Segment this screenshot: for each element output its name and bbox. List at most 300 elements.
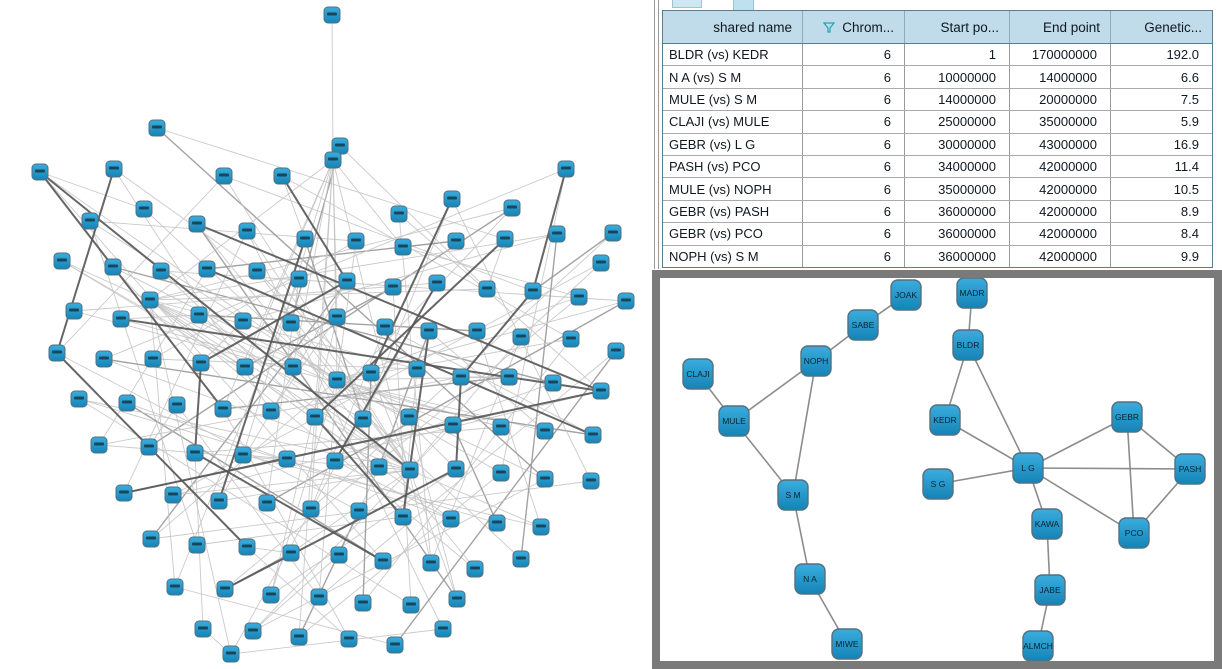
column-header-chromosome[interactable] xyxy=(803,11,905,43)
cell-shared-name: MULE (vs) S M xyxy=(663,89,803,110)
network-edge xyxy=(332,15,333,160)
node-label: KEDR xyxy=(933,415,957,425)
network-node[interactable] xyxy=(593,383,609,399)
network-node[interactable] xyxy=(329,372,345,388)
network-node[interactable] xyxy=(585,427,601,443)
node-label xyxy=(198,627,208,630)
network-node[interactable] xyxy=(32,164,48,180)
node-label: L G xyxy=(1021,463,1035,473)
node-label xyxy=(242,229,252,232)
column-header-shared-name[interactable] xyxy=(663,11,803,43)
network-node[interactable] xyxy=(82,213,98,229)
node-label xyxy=(516,335,526,338)
network-node[interactable] xyxy=(391,206,407,222)
node-label xyxy=(516,557,526,560)
node-label xyxy=(507,206,517,209)
node-label xyxy=(424,329,434,332)
network-node[interactable] xyxy=(605,225,621,241)
table-row[interactable] xyxy=(663,201,1212,223)
node-label xyxy=(482,287,492,290)
node-label xyxy=(146,537,156,540)
network-node[interactable] xyxy=(341,631,357,647)
network-node[interactable] xyxy=(1119,518,1149,548)
node-label xyxy=(335,144,345,147)
table-row[interactable] xyxy=(663,44,1212,66)
network-edge xyxy=(340,146,487,289)
node-label xyxy=(566,337,576,340)
cell-value: 6 xyxy=(803,66,905,87)
table-row[interactable] xyxy=(663,156,1212,178)
node-label xyxy=(552,232,562,235)
cell-value: 10000000 xyxy=(905,66,1010,87)
network-node[interactable] xyxy=(189,216,205,232)
network-node[interactable] xyxy=(403,597,419,613)
network-node[interactable] xyxy=(923,469,953,499)
node-label xyxy=(252,269,262,272)
cell-value: 36000000 xyxy=(905,246,1010,267)
network-edge xyxy=(231,629,443,654)
network-node[interactable] xyxy=(263,403,279,419)
node-label: SABE xyxy=(851,320,875,330)
node-label: GEBR xyxy=(1114,412,1140,422)
network-node[interactable] xyxy=(401,409,417,425)
node-label xyxy=(266,409,276,412)
network-node[interactable] xyxy=(297,231,313,247)
node-label: JOAK xyxy=(894,290,918,300)
network-node[interactable] xyxy=(167,579,183,595)
network-node[interactable] xyxy=(795,564,825,594)
column-header-label: shared name xyxy=(713,19,792,35)
network-node[interactable] xyxy=(479,281,495,297)
network-node[interactable] xyxy=(245,623,261,639)
network-node[interactable] xyxy=(1023,631,1053,661)
network-node[interactable] xyxy=(169,397,185,413)
network-node[interactable] xyxy=(149,120,165,136)
cell-value: 6 xyxy=(803,156,905,177)
column-header-end-point[interactable] xyxy=(1010,11,1111,43)
node-label xyxy=(586,479,596,482)
table-row[interactable] xyxy=(663,89,1212,111)
node-label xyxy=(380,325,390,328)
network-node[interactable] xyxy=(848,310,878,340)
node-label xyxy=(238,319,248,322)
node-label xyxy=(470,567,480,570)
network-node[interactable] xyxy=(497,231,513,247)
table-row[interactable] xyxy=(663,134,1212,156)
network-node[interactable] xyxy=(453,369,469,385)
network-node[interactable] xyxy=(274,168,290,184)
network-node[interactable] xyxy=(443,511,459,527)
network-node[interactable] xyxy=(1013,453,1043,483)
network-edge xyxy=(521,234,557,559)
node-label: JABE xyxy=(1039,585,1061,595)
network-node[interactable] xyxy=(235,447,251,463)
network-node[interactable] xyxy=(355,595,371,611)
network-node[interactable] xyxy=(71,391,87,407)
network-node[interactable] xyxy=(448,233,464,249)
node-label xyxy=(74,397,84,400)
network-node[interactable] xyxy=(355,411,371,427)
node-label xyxy=(390,643,400,646)
network-edge xyxy=(40,172,223,409)
network-node[interactable] xyxy=(325,152,341,168)
cell-shared-name: GEBR (vs) L G xyxy=(663,134,803,155)
network-node[interactable] xyxy=(329,309,345,325)
network-node[interactable] xyxy=(116,485,132,501)
network-node[interactable] xyxy=(143,531,159,547)
node-label xyxy=(139,207,149,210)
node-label xyxy=(57,259,67,262)
network-node[interactable] xyxy=(331,547,347,563)
cell-value: 25000000 xyxy=(905,111,1010,132)
network-edge xyxy=(177,405,319,597)
network-node[interactable] xyxy=(801,346,831,376)
cell-value: 42000000 xyxy=(1010,246,1111,267)
cell-value: 6 xyxy=(803,44,905,65)
node-label xyxy=(596,261,606,264)
node-label xyxy=(282,457,292,460)
node-label xyxy=(332,378,342,381)
network-node[interactable] xyxy=(303,501,319,517)
node-label xyxy=(334,553,344,556)
network-node[interactable] xyxy=(1112,402,1142,432)
network-node[interactable] xyxy=(957,278,987,308)
network-node[interactable] xyxy=(537,423,553,439)
cell-value: 6 xyxy=(803,111,905,132)
network-node[interactable] xyxy=(513,551,529,567)
table-row[interactable] xyxy=(663,111,1212,133)
network-node[interactable] xyxy=(237,359,253,375)
node-label xyxy=(69,309,79,312)
cell-value: 8.9 xyxy=(1180,204,1199,220)
table-row[interactable] xyxy=(663,246,1212,267)
network-node[interactable] xyxy=(930,405,960,435)
column-header-label: End point xyxy=(1042,19,1100,35)
network-node[interactable] xyxy=(141,439,157,455)
network-node[interactable] xyxy=(91,437,107,453)
cell-value: 14000000 xyxy=(905,89,1010,110)
node-label xyxy=(608,231,618,234)
node-label xyxy=(330,459,340,462)
network-node[interactable] xyxy=(501,369,517,385)
network-node[interactable] xyxy=(1175,454,1205,484)
network-node[interactable] xyxy=(223,646,239,662)
node-label xyxy=(192,543,202,546)
network-node[interactable] xyxy=(402,462,418,478)
network-node[interactable] xyxy=(618,293,634,309)
node-label xyxy=(472,329,482,332)
network-node[interactable] xyxy=(211,493,227,509)
column-header-label: Start po... xyxy=(940,19,999,35)
network-node[interactable] xyxy=(489,515,505,531)
network-node[interactable] xyxy=(215,401,231,417)
node-label xyxy=(192,222,202,225)
network-node[interactable] xyxy=(327,453,343,469)
column-header-label: Genetic... xyxy=(1144,19,1202,35)
node-label xyxy=(277,174,287,177)
node-label xyxy=(238,453,248,456)
node-label: CLAJI xyxy=(686,369,710,379)
node-label xyxy=(294,635,304,638)
node-label xyxy=(266,593,276,596)
network-node[interactable] xyxy=(549,226,565,242)
network-node[interactable] xyxy=(96,351,112,367)
network-node[interactable] xyxy=(719,406,749,436)
cell-value: 11.4 xyxy=(1174,159,1199,175)
network-node[interactable] xyxy=(525,283,541,299)
network-node[interactable] xyxy=(449,591,465,607)
node-label xyxy=(196,361,206,364)
network-node[interactable] xyxy=(421,323,437,339)
node-label xyxy=(344,637,354,640)
cell-value: 6.6 xyxy=(1180,69,1199,85)
network-node[interactable] xyxy=(136,201,152,217)
network-node[interactable] xyxy=(444,191,460,207)
network-node[interactable] xyxy=(311,589,327,605)
cell-value: 5.9 xyxy=(1180,114,1199,130)
cell-value: 7.5 xyxy=(1180,92,1199,108)
network-node[interactable] xyxy=(533,519,549,535)
cell-value: 42000000 xyxy=(1010,178,1111,199)
node-label xyxy=(540,477,550,480)
cell-value: 42000000 xyxy=(1010,201,1111,222)
network-node[interactable] xyxy=(832,629,862,659)
network-node[interactable] xyxy=(351,503,367,519)
node-label xyxy=(328,158,338,161)
node-label xyxy=(351,239,361,242)
network-node[interactable] xyxy=(583,473,599,489)
network-node[interactable] xyxy=(113,311,129,327)
node-label xyxy=(219,174,229,177)
node-label: S G xyxy=(930,479,946,489)
table-row[interactable] xyxy=(663,223,1212,245)
network-node[interactable] xyxy=(235,313,251,329)
network-node[interactable] xyxy=(249,263,265,279)
network-node[interactable] xyxy=(324,7,340,23)
network-node[interactable] xyxy=(435,621,451,637)
network-node[interactable] xyxy=(153,263,169,279)
cell-value: 36000000 xyxy=(905,201,1010,222)
table-row[interactable] xyxy=(663,178,1212,200)
node-label xyxy=(342,279,352,282)
node-label: S M xyxy=(785,490,801,500)
network-node[interactable] xyxy=(165,487,181,503)
table-body xyxy=(663,44,1212,267)
cell-value: 1 xyxy=(905,44,1010,65)
network-node[interactable] xyxy=(387,637,403,653)
network-node[interactable] xyxy=(195,621,211,637)
node-label xyxy=(611,349,621,352)
node-label xyxy=(561,167,571,170)
node-label xyxy=(286,321,296,324)
cell-value: 192.0 xyxy=(1166,47,1199,63)
node-label xyxy=(412,367,422,370)
node-label: PCO xyxy=(1124,528,1144,538)
network-node[interactable] xyxy=(307,409,323,425)
node-label xyxy=(109,167,119,170)
table-header-row xyxy=(663,11,1212,44)
node-label xyxy=(170,585,180,588)
network-edge[interactable] xyxy=(1127,417,1134,533)
node-label xyxy=(85,219,95,222)
node-label xyxy=(354,509,364,512)
network-node[interactable] xyxy=(283,545,299,561)
network-node[interactable] xyxy=(216,168,232,184)
node-label xyxy=(144,445,154,448)
network-edge xyxy=(62,261,410,470)
column-header-label: Chrom... xyxy=(842,19,894,35)
cell-shared-name: GEBR (vs) PASH xyxy=(663,201,803,222)
network-node[interactable] xyxy=(423,555,439,571)
network-node[interactable] xyxy=(571,289,587,305)
node-label xyxy=(332,315,342,318)
cell-value: 6 xyxy=(803,223,905,244)
network-node[interactable] xyxy=(239,223,255,239)
network-node[interactable] xyxy=(395,509,411,525)
network-node[interactable] xyxy=(1032,509,1062,539)
node-label xyxy=(406,603,416,606)
network-node[interactable] xyxy=(106,161,122,177)
cell-value: 8.4 xyxy=(1180,226,1199,242)
column-header-start-position[interactable] xyxy=(905,11,1010,43)
node-label xyxy=(122,401,132,404)
node-label xyxy=(528,289,538,292)
network-node[interactable] xyxy=(189,537,205,553)
node-label xyxy=(366,371,376,374)
cell-shared-name: MULE (vs) NOPH xyxy=(663,178,803,199)
cell-value: 16.9 xyxy=(1173,136,1199,152)
cell-shared-name: BLDR (vs) KEDR xyxy=(663,44,803,65)
sub-network-panel xyxy=(652,270,1222,669)
cell-shared-name: PASH (vs) PCO xyxy=(663,156,803,177)
network-node[interactable] xyxy=(279,451,295,467)
node-label xyxy=(451,467,461,470)
node-label: PASH xyxy=(1178,464,1202,474)
filter-funnel-icon[interactable] xyxy=(823,22,835,33)
node-label xyxy=(448,423,458,426)
node-label xyxy=(548,381,558,384)
network-node[interactable] xyxy=(142,292,158,308)
network-node[interactable] xyxy=(593,255,609,271)
network-node[interactable] xyxy=(348,233,364,249)
node-label xyxy=(504,375,514,378)
cell-value: 6 xyxy=(803,246,905,267)
network-node[interactable] xyxy=(1035,575,1065,605)
network-node[interactable] xyxy=(291,271,307,287)
node-label xyxy=(394,212,404,215)
network-node[interactable] xyxy=(469,323,485,339)
network-node[interactable] xyxy=(608,343,624,359)
sub-network-canvas[interactable] xyxy=(660,278,1214,661)
cell-value: 10.5 xyxy=(1173,181,1199,197)
network-node[interactable] xyxy=(199,261,215,277)
network-node[interactable] xyxy=(467,561,483,577)
cell-value: 43000000 xyxy=(1010,134,1111,155)
network-node[interactable] xyxy=(187,445,203,461)
network-node[interactable] xyxy=(283,315,299,331)
network-node[interactable] xyxy=(545,375,561,391)
network-node[interactable] xyxy=(504,200,520,216)
network-node[interactable] xyxy=(409,361,425,377)
cell-value: 20000000 xyxy=(1010,89,1111,110)
network-node[interactable] xyxy=(371,459,387,475)
node-label xyxy=(148,357,158,360)
network-node[interactable] xyxy=(339,273,355,289)
cell-value: 35000000 xyxy=(905,178,1010,199)
network-node[interactable] xyxy=(429,275,445,291)
network-edge xyxy=(197,517,403,545)
node-label xyxy=(456,375,466,378)
network-node[interactable] xyxy=(363,365,379,381)
network-node[interactable] xyxy=(193,355,209,371)
network-node[interactable] xyxy=(493,465,509,481)
network-node[interactable] xyxy=(145,351,161,367)
network-node[interactable] xyxy=(54,253,70,269)
cell-value: 34000000 xyxy=(905,156,1010,177)
node-label xyxy=(426,561,436,564)
network-node[interactable] xyxy=(537,471,553,487)
node-label xyxy=(262,501,272,504)
network-node[interactable] xyxy=(291,629,307,645)
node-label xyxy=(388,285,398,288)
node-label xyxy=(242,545,252,548)
network-node[interactable] xyxy=(513,329,529,345)
node-label xyxy=(294,277,304,280)
network-edge xyxy=(337,301,626,380)
network-edge[interactable] xyxy=(1028,468,1190,469)
network-node[interactable] xyxy=(263,587,279,603)
node-label xyxy=(300,237,310,240)
network-node[interactable] xyxy=(105,259,121,275)
network-node[interactable] xyxy=(563,331,579,347)
node-label xyxy=(374,465,384,468)
network-node[interactable] xyxy=(683,359,713,389)
column-header-genetic[interactable] xyxy=(1111,11,1212,43)
network-node[interactable] xyxy=(778,480,808,510)
node-label xyxy=(451,239,461,242)
node-label xyxy=(496,425,506,428)
network-node[interactable] xyxy=(259,495,275,511)
node-label xyxy=(398,515,408,518)
network-node[interactable] xyxy=(285,359,301,375)
network-node[interactable] xyxy=(558,161,574,177)
table-row[interactable] xyxy=(663,66,1212,88)
node-label xyxy=(194,313,204,316)
node-label xyxy=(404,415,414,418)
network-edge[interactable] xyxy=(793,361,816,495)
toolbar-fragment-icon xyxy=(672,0,702,8)
cell-shared-name: NOPH (vs) S M xyxy=(663,246,803,267)
network-node[interactable] xyxy=(445,417,461,433)
network-edge[interactable] xyxy=(968,345,1028,468)
network-node[interactable] xyxy=(493,419,509,435)
network-node[interactable] xyxy=(891,280,921,310)
network-node[interactable] xyxy=(239,539,255,555)
network-node[interactable] xyxy=(49,345,65,361)
network-node[interactable] xyxy=(217,581,233,597)
node-label xyxy=(405,468,415,471)
network-node[interactable] xyxy=(66,303,82,319)
network-node[interactable] xyxy=(448,461,464,477)
network-node[interactable] xyxy=(375,553,391,569)
network-node[interactable] xyxy=(953,330,983,360)
network-node[interactable] xyxy=(395,239,411,255)
cell-value: 6 xyxy=(803,201,905,222)
network-node[interactable] xyxy=(119,395,135,411)
network-node[interactable] xyxy=(191,307,207,323)
network-node[interactable] xyxy=(385,279,401,295)
network-node[interactable] xyxy=(377,319,393,335)
